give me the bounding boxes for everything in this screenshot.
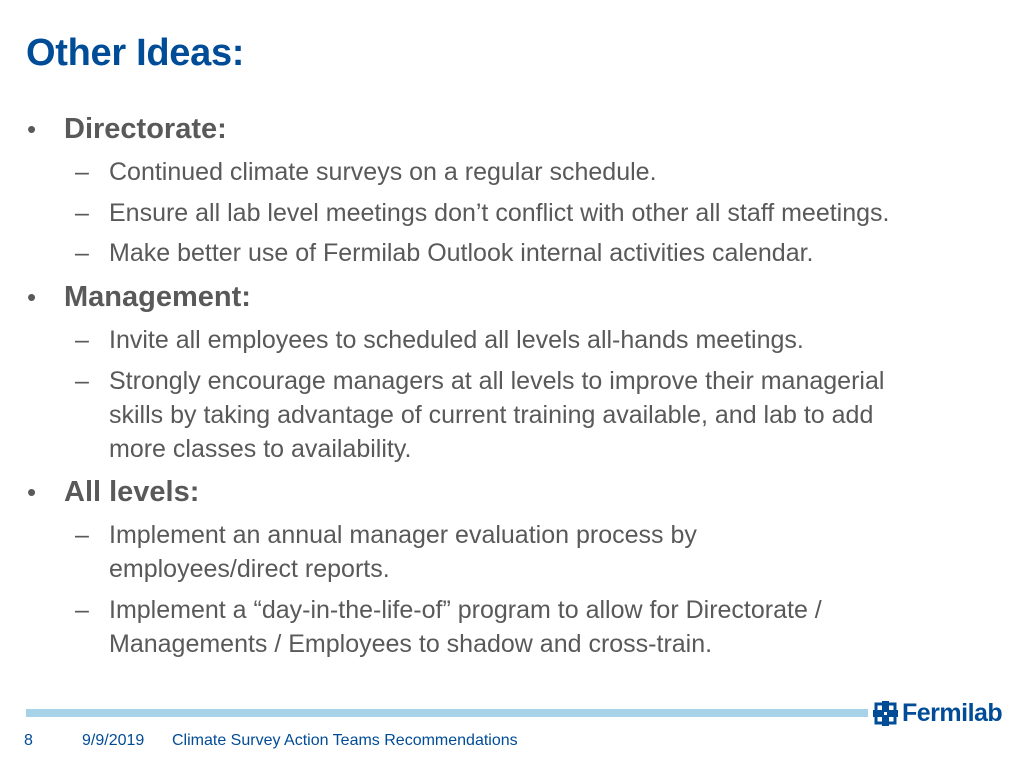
sub-item-line: Managements / Employees to shadow and cross-train. <box>109 630 713 658</box>
dash-icon: – <box>75 521 89 549</box>
dash-icon: – <box>75 596 89 624</box>
footer-date: 9/9/2019 <box>82 732 145 749</box>
dash-icon: – <box>75 158 89 186</box>
dash-icon: – <box>75 199 89 227</box>
sub-item-line: Implement an annual manager evaluation process by <box>109 521 697 549</box>
fermilab-logo-icon <box>873 701 898 726</box>
dash-icon: – <box>75 239 89 267</box>
sub-item-line: skills by taking advantage of current training available, and lab to add <box>109 401 874 429</box>
bullet-icon: • <box>27 114 37 144</box>
sub-item-line: Make better use of Fermilab Outlook internal activities calendar. <box>109 239 814 267</box>
sub-item-line: Ensure all lab level meetings don’t conflict with other all staff meetings. <box>109 199 890 227</box>
section-heading-management: Management: <box>64 281 251 313</box>
sub-item-line: more classes to availability. <box>109 435 412 463</box>
footer-divider-bar <box>26 709 868 717</box>
footer-presentation-title: Climate Survey Action Teams Recommendations <box>172 732 518 749</box>
fermilab-logo <box>873 699 1002 727</box>
sub-item-line: employees/direct reports. <box>109 555 390 583</box>
sub-item-line: Strongly encourage managers at all levels to improve their managerial <box>109 367 885 395</box>
bullet-icon: • <box>27 477 37 507</box>
page-number: 8 <box>24 732 33 749</box>
dash-icon: – <box>75 367 89 395</box>
bullet-icon: • <box>27 282 37 312</box>
sub-item-line: Invite all employees to scheduled all levels all-hands meetings. <box>109 326 804 354</box>
section-heading-all-levels: All levels: <box>64 476 200 508</box>
logo-text: Fermilab <box>902 699 1003 727</box>
sub-item-line: Continued climate surveys on a regular schedule. <box>109 158 657 186</box>
dash-icon: – <box>75 326 89 354</box>
sub-item-line: Implement a “day-in-the-life-of” program to allow for Directorate / <box>109 596 822 624</box>
slide-title: Other Ideas: <box>26 32 245 74</box>
section-heading-directorate: Directorate: <box>64 113 227 145</box>
